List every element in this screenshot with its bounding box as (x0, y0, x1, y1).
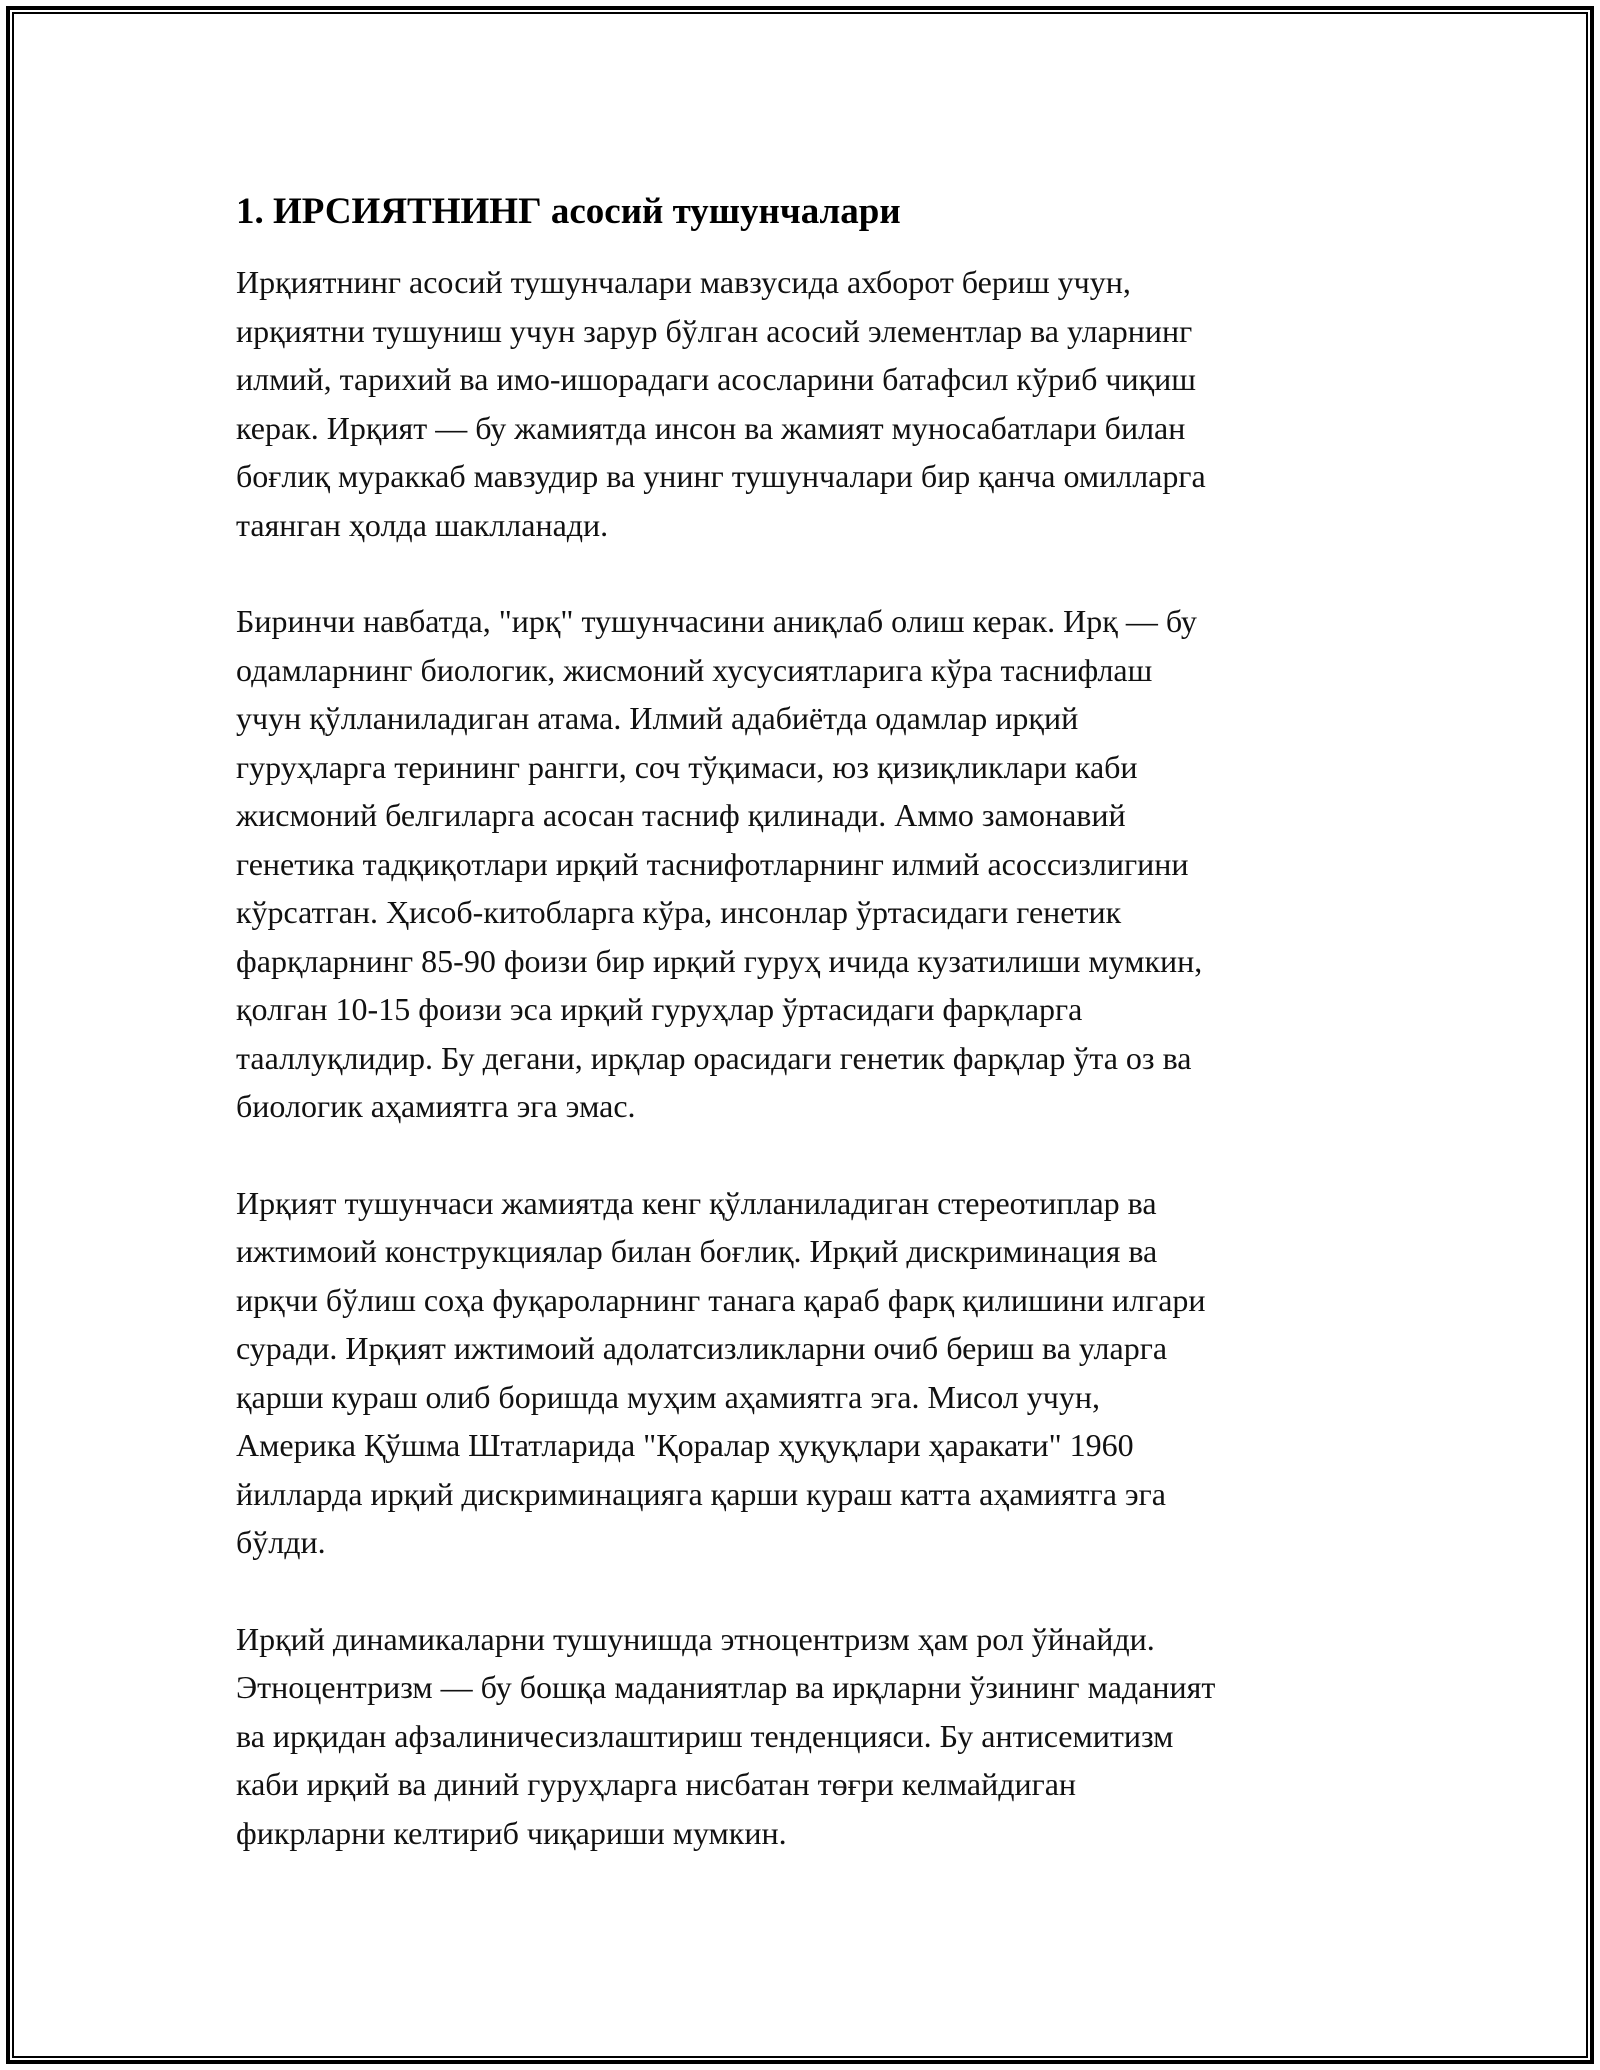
paragraph-4: Ирқий динамикаларни тушунишда этноцентризм ҳам рол ўйнайди. Этноцентризм — бу бошқа маданиятлар ва ирқларни ўзининг маданият ва ирқидан афзалиничесизлаштириш тенденцияси. Бу антисемитизм каби ирқий ва диний гуруҳларга нисбатан төғри келмайдиган фикрларни келтириб чиқариши мумкин. (236, 1620, 1216, 1851)
document-body (236, 188, 1366, 1905)
paragraph-3: Ирқият тушунчаси жамиятда кенг қўлланиладиган стереотиплар ва ижтимоий конструкциялар билан боғлиқ. Ирқий дискриминация ва ирқчи бўлиш соҳа фуқароларнинг танага қараб фарқ қилишини илгари суради. Ирқият ижтимоий адолатсизликларни очиб бериш ва уларга қарши кураш олиб боришда муҳим аҳамиятга эга. Мисол учун, Америка Қўшма Штатларида "Қоралар ҳуқуқлари ҳаракати" 1960 йилларда ирқий дискриминацияга қарши кураш катта аҳамиятга эга бўлди. (236, 1184, 1206, 1560)
document-title: 1. ИРСИЯТНИНГ асосий тушунчалари (236, 191, 901, 232)
paragraph-2: Биринчи навбатда, "ирқ" тушунчасини аниқлаб олиш керак. Ирқ — бу одамларнинг биологик, жисмоний хусусиятларига кўра таснифлаш учун қўлланиладиган атама. Илмий адабиётда одамлар ирқий гуруҳларга терининг рангги, соч тўқимаси, юз қизиқликлари каби жисмоний белгиларга асосан тасниф қилинади. Аммо замонавий генетика тадқиқотлари ирқий таснифотларнинг илмий асоссизлигини кўрсатган. Ҳисоб-китобларга кўра, инсонлар ўртасидаги генетик фарқларнинг 85-90 фоизи бир ирқий гуруҳ ичида кузатилиши мумкин, қолган 10-15 фоизи эса ирқий гуруҳлар ўртасидаги фарқларга тааллуқлидир. Бу дегани, ирқлар орасидаги генетик фарқлар ўта оз ва биологик аҳамиятга эга эмас. (236, 603, 1203, 1124)
paragraph-1: Ирқиятнинг асосий тушунчалари мавзусида ахборот бериш учун, ирқиятни тушуниш учун зарур бўлган асосий элементлар ва уларнинг илмий, тарихий ва имо-ишорадаги асосларини батафсил кўриб чиқиш керак. Ирқият — бу жамиятда инсон ва жамият муносабатлари билан боғлиқ мураккаб мавзудир ва унинг тушунчалари бир қанча омилларга таянган ҳолда шаклланади. (236, 264, 1206, 543)
